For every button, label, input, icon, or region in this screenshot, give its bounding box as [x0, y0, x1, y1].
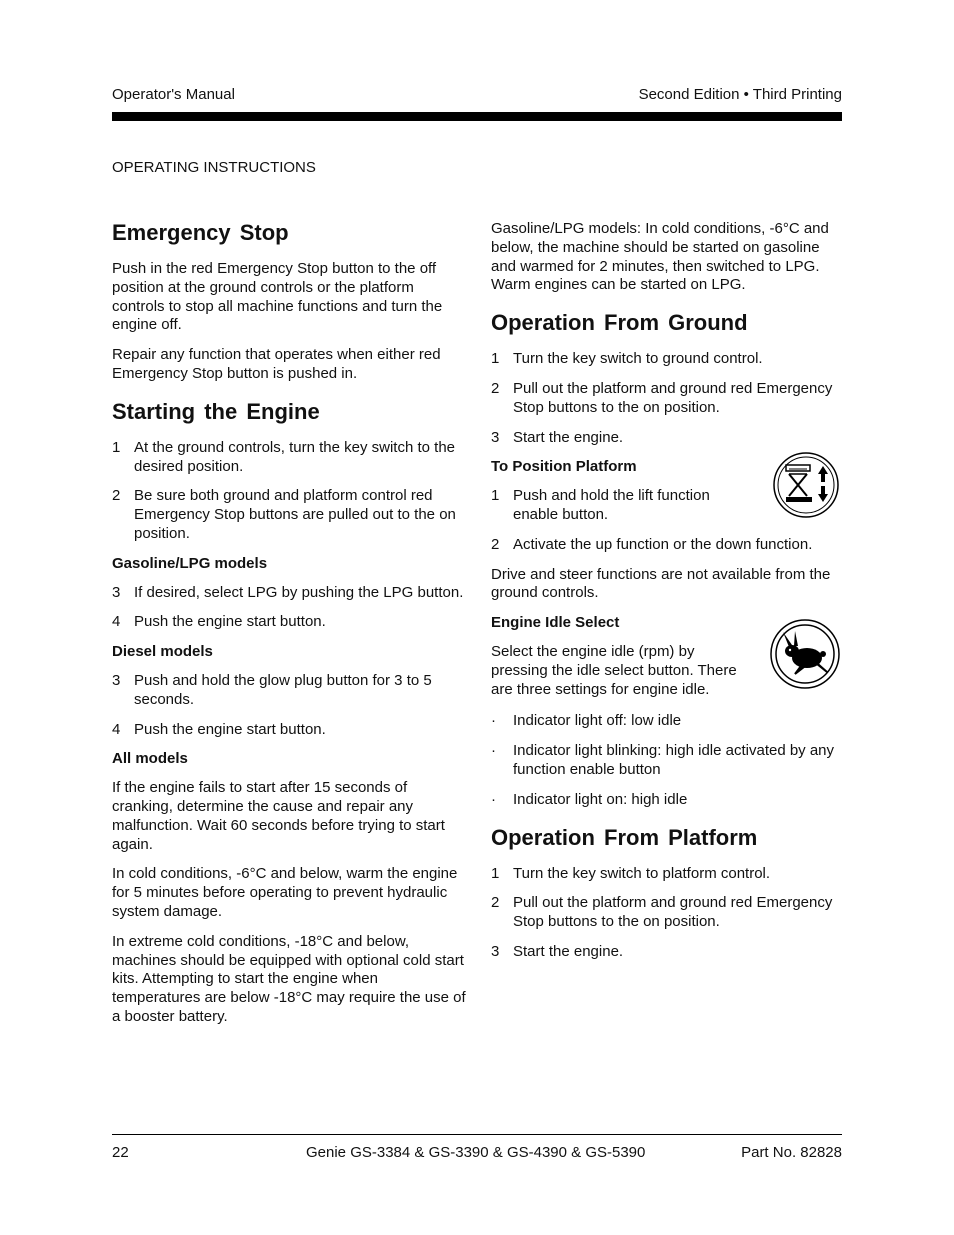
start-step-2: 2 Be sure both ground and platform control red Emergency Stop buttons are pulled out to the on position. [112, 487, 456, 542]
emergency-stop-paragraph-1: Push in the red Emergency Stop button to the off position at the ground controls or the platform controls to stop all machine functions and turn the engine off. [112, 260, 443, 334]
footer-part-number: Part No. 82828 [741, 1144, 842, 1161]
section-label: OPERATING INSTRUCTIONS [112, 159, 316, 176]
operation-platform-heading: Operation From Platform [491, 824, 758, 850]
gas-models-heading: Gasoline/LPG models [112, 554, 268, 572]
emergency-stop-heading: Emergency Stop [112, 220, 289, 245]
idle-bullet-3: · Indicator light on: high idle [491, 790, 688, 808]
all-models-paragraph-3: In extreme cold conditions, -18°C and below, machines should be equipped with optional cold start kits. Attempting to start the engine when temperatures are below -18°C may require the use of a booster battery. [112, 932, 466, 1025]
engine-idle-heading: Engine Idle Select [491, 614, 620, 632]
ground-step-1: 1 Turn the key switch to ground control. [491, 350, 763, 368]
operation-ground-heading: Operation From Ground [491, 310, 748, 336]
header-rule [112, 112, 842, 121]
ground-step-3: 3 Start the engine. [491, 428, 624, 446]
idle-bullet-2: · Indicator light blinking: high idle activated by any function enable button [491, 742, 835, 778]
idle-select-block [491, 614, 843, 699]
header-edition: Second Edition • Third Printing [638, 86, 842, 103]
gas-step-4: 4 Push the engine start button. [112, 613, 326, 631]
right-column [491, 220, 843, 973]
footer-rule [112, 1134, 842, 1135]
position-step-1: 1 Push and hold the lift function enable button. [491, 487, 710, 523]
page-number: 22 [112, 1144, 129, 1161]
all-models-heading: All models [112, 750, 188, 768]
gas-step-3: 3 If desired, select LPG by pushing the LPG button. [112, 583, 464, 601]
left-column [112, 220, 467, 1038]
platform-step-1: 1 Turn the key switch to platform control. [491, 864, 771, 882]
position-platform-heading: To Position Platform [491, 458, 637, 476]
position-platform-block [491, 458, 843, 524]
platform-step-3: 3 Start the engine. [491, 942, 624, 960]
emergency-stop-paragraph-2: Repair any function that operates when either red Emergency Stop button is pushed in. [112, 346, 441, 382]
platform-step-2: 2 Pull out the platform and ground red Emergency Stop buttons to the on position. [491, 894, 833, 931]
all-models-paragraph-1: If the engine fails to start after 15 seconds of cranking, determine the cause and repair any malfunction. Wait 60 seconds before trying to start again. [112, 779, 445, 853]
diesel-step-4: 4 Push the engine start button. [112, 720, 326, 738]
start-step-1: 1 At the ground controls, turn the key switch to the desired position. [112, 438, 456, 475]
starting-engine-heading: Starting the Engine [112, 398, 320, 424]
footer-models: Genie GS-3384 & GS-3390 & GS-4390 & GS-5390 [306, 1144, 646, 1161]
engine-idle-paragraph: Select the engine idle (rpm) by pressing the idle select button. There are three settings for engine idle. [491, 642, 737, 698]
idle-bullet-1: · Indicator light off: low idle [491, 712, 682, 730]
rabbit-idle-icon [769, 618, 841, 696]
lpg-intro-paragraph: Gasoline/LPG models: In cold conditions, -6°C and below, the machine should be started on gasoline and warmed for 2 minutes, then switched to LPG. Warm engines can be started on LPG. [491, 220, 829, 294]
header-manual-title: Operator's Manual [112, 86, 235, 103]
diesel-models-heading: Diesel models [112, 643, 213, 661]
all-models-paragraph-2: In cold conditions, -6°C and below, warm the engine for 5 minutes before operating to prevent hydraulic system damage. [112, 865, 458, 920]
position-step-2: 2 Activate the up function or the down function. [491, 535, 813, 553]
drive-steer-note: Drive and steer functions are not available from the ground controls. [491, 565, 831, 602]
lift-function-icon [773, 450, 839, 526]
ground-step-2: 2 Pull out the platform and ground red Emergency Stop buttons to the on position. [491, 379, 833, 416]
diesel-step-3: 3 Push and hold the glow plug button for 3 to 5 seconds. [112, 671, 432, 708]
